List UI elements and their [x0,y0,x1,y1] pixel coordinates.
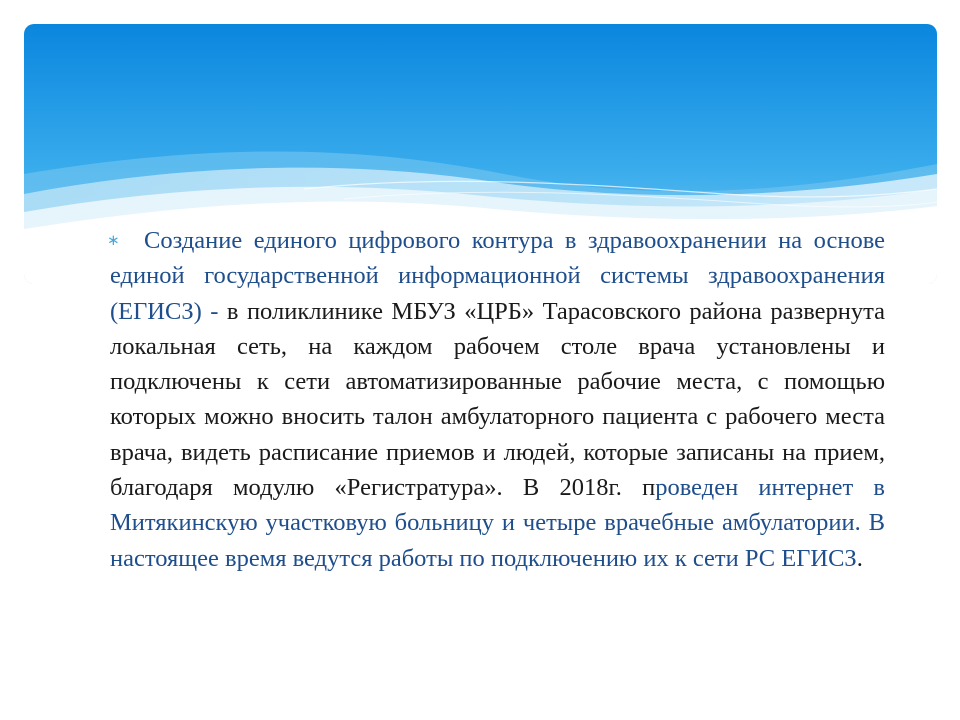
text-segment-2: в поликлинике МБУЗ «ЦРБ» Тарасовского района развернута локальная сеть, на каждом рабочем столе врача установлены и подключены к сети автоматизированные рабочие места, с помощью которых можно вносить талон амбулаторного пациента с рабочего места врача, видеть расписание приемов и людей, которые записаны на прием, благодаря модулю «Регистратура». В 2018г. п [110,297,885,502]
text-segment-3: роведен интернет в Митякинскую участковую больницу и четыре врачебные амбулатории. В настоящее время ведутся работы по подключению их к сети РС ЕГИСЗ [110,474,885,572]
text-segment-4: . [856,544,863,572]
body-paragraph [110,223,885,576]
text-segment-1: Создание единого цифрового контура в здравоохранении на основе единой государственной информационной системы здравоохранения (ЕГИСЗ) - [110,227,885,325]
slide-body [107,223,885,576]
asterisk-bullet-icon: ∗ [107,231,120,249]
